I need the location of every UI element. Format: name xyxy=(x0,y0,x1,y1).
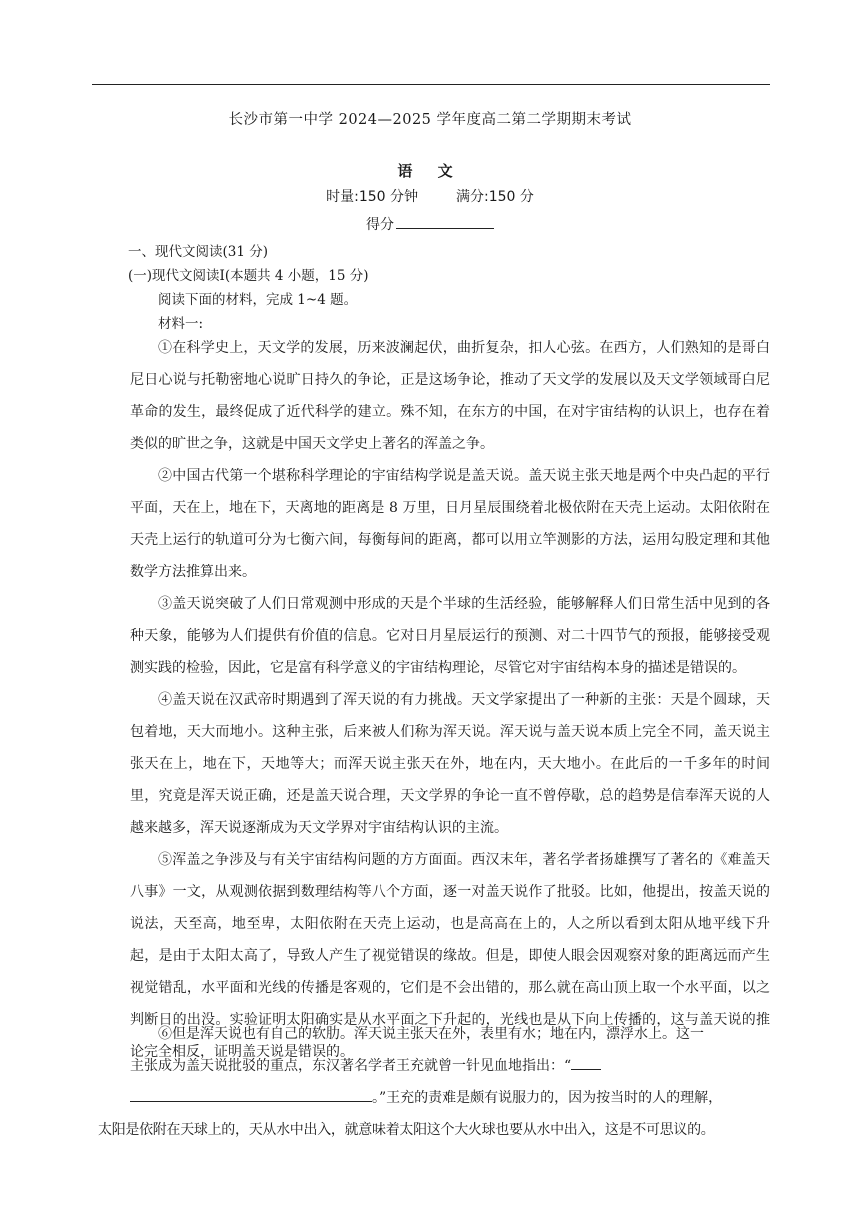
paragraph-4: ④盖天说在汉武帝时期遇到了浑天说的有力挑战。天文学家提出了一种新的主张：天是个圆球，天包着地，天大而地小。这种主张，后来被人们称为浑天说。浑天说与盖天说本质上完全不同，盖天说主张天在上，地在下，天地等大；而浑天说主张天在外，地在内，天大地小。在此后的一千多年的时间里，究竟是浑天说正确，还是盖天说合理，天文学界的争论一直不曾停歇，总的趋势是信奉浑天说的人越来越多，浑天说逐渐成为天文学界对宇宙结构认识的主流。 xyxy=(130,692,770,836)
paragraph-6-line-3-wrap xyxy=(130,1082,790,1114)
score-line xyxy=(0,214,860,234)
score-label: 得分 xyxy=(366,217,394,233)
paragraph-6-line-4: 太阳是依附在天球上的，天从水中出入，就意味着太阳这个大火球也要从水中出入，这是不可思议的。 xyxy=(98,1122,715,1138)
sub-heading: (一)现代文阅读Ⅰ(本题共 4 小题，15 分) xyxy=(128,268,369,284)
paragraph-6-line-1: ⑥但是浑天说也有自己的软肋。浑天说主张天在外，表里有水；地在内，漂浮水上。这一 xyxy=(158,1026,704,1042)
top-rule xyxy=(92,84,770,85)
score-blank[interactable] xyxy=(396,214,494,229)
part-heading: 一、现代文阅读(31 分) xyxy=(128,244,269,260)
paragraph-6-line-2-wrap xyxy=(130,1050,790,1082)
exam-title: 长沙市第一中学 2024—2025 学年度高二第二学期期末考试 xyxy=(228,112,632,128)
paragraph-6 xyxy=(130,1018,770,1050)
paragraph-6-line-3: 。”王充的责难是颇有说服力的，因为按当时的人的理解， xyxy=(372,1090,723,1106)
subject-title: 语 文 xyxy=(397,162,463,180)
paragraph-6-line-4-wrap xyxy=(98,1114,788,1146)
paragraph-1: ①在科学史上，天文学的发展，历来波澜起伏，曲折复杂，扣人心弦。在西方，人们熟知的是哥白尼日心说与托勒密地心说旷日持久的争论，正是这场争论，推动了天文学的发展以及天文学领域哥白尼革命的发生，最终促成了近代科学的建立。殊不知，在东方的中国，在对宇宙结构的认识上，也存在着类似的旷世之争，这就是中国天文学史上著名的浑盖之争。 xyxy=(130,340,770,452)
article-body xyxy=(130,332,770,1068)
answer-blank[interactable] xyxy=(130,1085,372,1102)
paragraph-2: ②中国古代第一个堪称科学理论的宇宙结构学说是盖天说。盖天说主张天地是两个中央凸起的平行平面，天在上，地在下，天离地的距离是 8 万里，日月星辰围绕着北极依附在天壳上运动。太阳依附在天壳上运行的轨道可分为七衡六间，每衡每间的距离，都可以用立竿测影的方法，运用勾股定理和其他数学方法推算出来。 xyxy=(130,468,770,580)
paragraph-6-line-2: 主张成为盖天说批驳的重点，东汉著名学者王充就曾一针见血地指出：“ xyxy=(130,1058,572,1074)
answer-blank-start[interactable] xyxy=(571,1053,601,1070)
full-score: 满分:150 分 xyxy=(456,189,534,205)
exam-meta xyxy=(0,186,860,206)
instruction: 阅读下面的材料，完成 1~4 题。 xyxy=(158,292,358,308)
material-label: 材料一: xyxy=(158,316,204,332)
paragraph-5: ⑤浑盖之争涉及与有关宇宙结构问题的方方面面。西汉末年，著名学者扬雄撰写了著名的《难盖天八事》一文，从观测依据到数理结构等八个方面，逐一对盖天说作了批驳。比如，他提出，按盖天说的说法，天至高，地至卑，太阳依附在天壳上运动，也是高高在上的，人之所以看到太阳从地平线下升起，是由于太阳太高了，导致人产生了视觉错误的缘故。但是，即使人眼会因观察对象的距离远而产生视觉错乱，水平面和光线的传播是客观的，它们是不会出错的，那么就在高山顶上取一个水平面，以之判断日的出没。实验证明太阳确实是从水平面之下升起的，光线也是从下向上传播的，这与盖天说的推论完全相反，证明盖天说是错误的。 xyxy=(130,852,770,1060)
time-limit: 时量:150 分钟 xyxy=(326,189,418,205)
paragraph-3: ③盖天说突破了人们日常观测中形成的天是个半球的生活经验，能够解释人们日常生活中见到的各种天象，能够为人们提供有价值的信息。它对日月星辰运行的预测、对二十四节气的预报，能够接受观测实践的检验，因此，它是富有科学意义的宇宙结构理论，尽管它对宇宙结构本身的描述是错误的。 xyxy=(130,596,770,676)
